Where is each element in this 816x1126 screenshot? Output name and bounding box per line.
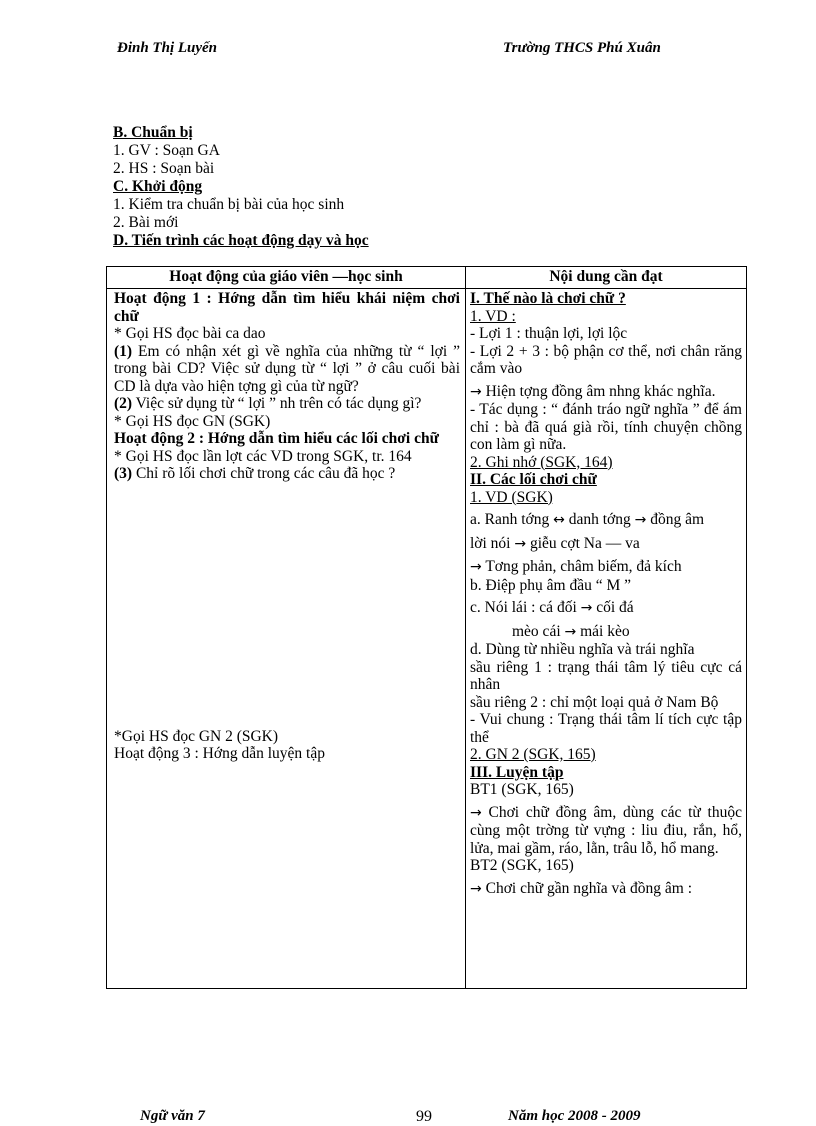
header-school: Trường THCS Phú Xuân	[503, 40, 661, 56]
prep-item: 2. HS : Soạn bài	[113, 160, 215, 177]
instruction: * Gọi HS đọc lần lợt các VD trong SGK, tr. 164	[114, 447, 412, 465]
activity-1-title: Hoạt động 1 : Hớng dẫn tìm hiểu khái niệm chơi chữ	[114, 290, 460, 325]
footer-subject: Ngữ văn 7	[140, 1108, 205, 1124]
header-divider	[107, 288, 746, 289]
arrow-icon: →	[470, 880, 482, 897]
instruction: * Gọi HS đọc GN (SGK)	[114, 412, 271, 430]
content-text: đồng âm	[646, 511, 705, 528]
content-column	[470, 290, 742, 898]
content-text: a. Ranh tớng	[470, 511, 554, 528]
exercise-heading: BT1 (SGK, 165)	[470, 781, 574, 798]
example-heading: 1. VD :	[470, 307, 516, 325]
start-item: 1. Kiểm tra chuẩn bị bài của học sinh	[113, 196, 345, 213]
page-number: 99	[416, 1108, 432, 1125]
question-number: (3)	[114, 465, 133, 482]
start-title: C. Khởi động	[113, 178, 203, 195]
content-line: - Tác dụng : “ đánh tráo ngữ nghĩa ” để ám chỉ : bà đã quá già rồi, tính chuyện chồng con làm gì nữa.	[470, 401, 742, 453]
progress-title: D. Tiến trình các hoạt động dạy và học	[113, 232, 369, 249]
content-text: Tơng phản, châm biếm, đả kích	[481, 558, 682, 575]
prep-item: 1. GV : Soạn GA	[113, 142, 220, 159]
content-text: danh tớng	[564, 511, 635, 528]
arrow-icon: →	[470, 804, 482, 821]
question-number: (1)	[114, 342, 133, 360]
arrow-icon: →	[514, 535, 527, 552]
arrow-icon: →	[634, 512, 647, 528]
question-3	[114, 465, 460, 483]
header-author: Đinh Thị Luyến	[117, 40, 218, 56]
double-arrow-icon: ↔	[553, 512, 565, 528]
section-1-title: I. Thế nào là chơi chữ ?	[470, 290, 626, 307]
col2-header: Nội dung cần đạt	[549, 268, 663, 285]
content-line: - Lợi 2 + 3 : bộ phận cơ thể, nơi chân răng cắm vào	[470, 342, 742, 377]
content-line	[470, 880, 742, 899]
arrow-icon: →	[580, 600, 593, 616]
footer-year: Năm học 2008 - 2009	[508, 1108, 641, 1124]
content-line: b. Điệp phụ âm đầu “ M ”	[470, 576, 631, 594]
exercise-heading: BT2 (SGK, 165)	[470, 857, 574, 874]
content-text: mèo cái	[512, 622, 565, 640]
example-heading: 1. VD (SGK)	[470, 488, 553, 506]
content-text: mái kèo	[576, 622, 630, 640]
content-text: giễu cợt Na — va	[526, 534, 640, 552]
content-text: Chơi chữ gần nghĩa và đồng âm :	[481, 879, 693, 897]
content-text: lời nói	[470, 534, 515, 552]
question-text: Em có nhận xét gì về nghĩa của những từ “ lợi ” trong bài CD? Việc sử dụng từ “ lợi ” ở câu cuối bài CD là dựa vào hiện tợng gì của từ ngữ?	[114, 342, 460, 395]
content-line	[470, 804, 742, 858]
content-line: sầu riêng 1 : trạng thái tâm lý tiêu cực cá nhân	[470, 658, 742, 693]
content-line	[470, 383, 742, 402]
content-text: Hiện tợng đồng âm nhng khác nghĩa.	[481, 382, 716, 400]
start-item: 2. Bài mới	[113, 214, 179, 231]
question-text: Việc sử dụng từ “ lợi ” nh trên có tác dụng gì?	[132, 395, 422, 412]
section-2-title: II. Các lối chơi chữ	[470, 471, 597, 488]
arrow-icon: →	[564, 623, 577, 640]
content-line	[470, 623, 742, 642]
content-text: Chơi chữ đồng âm, dùng các từ thuộc cùng một trờng từ vựng : liu điu, rắn, hổ, lửa, mai gầm, ráo, lằn, trâu lỗ, hổ mang.	[470, 803, 742, 857]
content-line	[470, 599, 742, 618]
lesson-table	[106, 266, 747, 989]
section-3-title: III. Luyện tập	[470, 763, 564, 781]
content-line	[470, 511, 742, 530]
col1-header: Hoạt động của giáo viên —học sinh	[169, 268, 403, 285]
question-number: (2)	[114, 395, 133, 412]
content-line: - Lợi 1 : thuận lợi, lợi lộc	[470, 325, 628, 342]
arrow-icon: →	[470, 383, 482, 400]
content-text: cối đá	[592, 599, 634, 616]
question-1	[114, 343, 460, 396]
content-line	[470, 535, 742, 554]
instruction: *Gọi HS đọc GN 2 (SGK)	[114, 727, 279, 745]
note-ref: 2. GN 2 (SGK, 165)	[470, 746, 596, 763]
instruction: * Gọi HS đọc bài ca dao	[114, 325, 266, 342]
content-line: - Vui chung : Trạng thái tâm lí tích cực tập thể	[470, 711, 742, 746]
note-ref: 2. Ghi nhớ (SGK, 164)	[470, 453, 613, 471]
content-line: d. Dùng từ nhiều nghĩa và trái nghĩa	[470, 641, 695, 658]
content-text: c. Nói lái : cá đối	[470, 599, 581, 616]
content-line: sầu riêng 2 : chỉ một loại quả ở Nam Bộ	[470, 693, 719, 711]
question-text: Chỉ rõ lối chơi chữ trong các câu đã học ?	[132, 465, 396, 482]
column-divider	[465, 267, 466, 988]
activity-2-title: Hoạt động 2 : Hớng dẫn tìm hiểu các lối chơi chữ	[114, 430, 439, 447]
teacher-column	[114, 290, 460, 763]
prep-title: B. Chuẩn bị	[113, 124, 193, 141]
activity-3: Hoạt động 3 : Hớng dẫn luyện tập	[114, 745, 325, 762]
arrow-icon: →	[470, 559, 482, 575]
content-line	[470, 558, 742, 577]
section-prep	[113, 124, 369, 250]
question-2	[114, 395, 460, 413]
